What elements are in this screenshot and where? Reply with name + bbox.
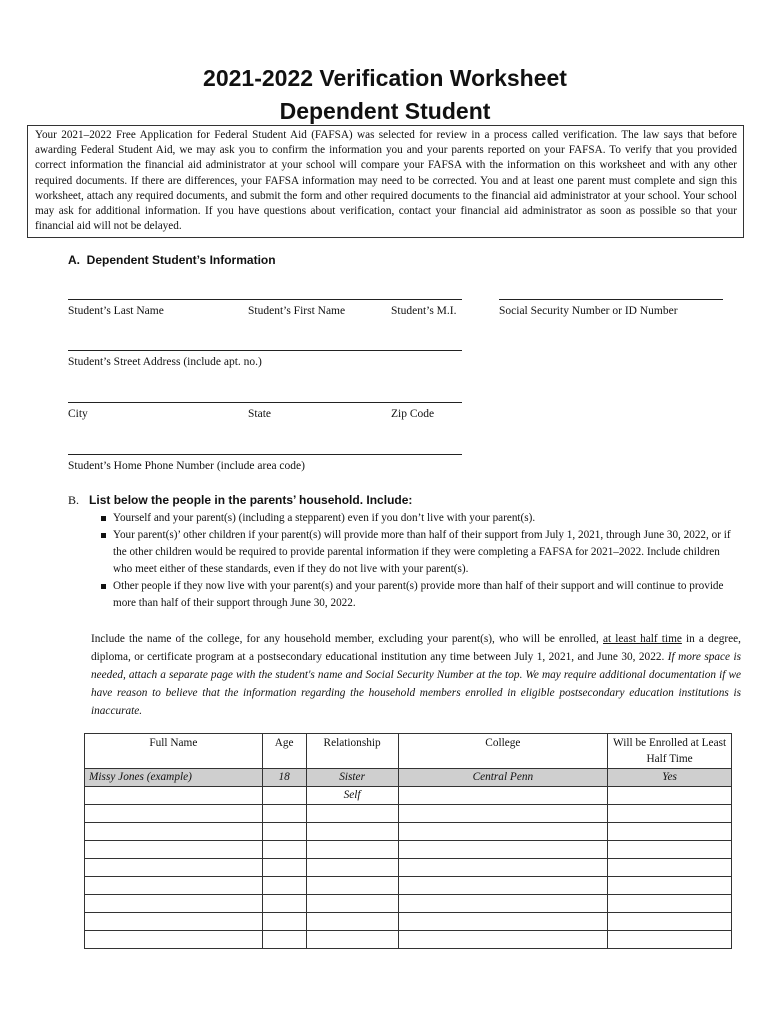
address-line[interactable]	[68, 350, 462, 351]
cell-age[interactable]	[262, 823, 306, 841]
cell-enrolled[interactable]	[608, 877, 732, 895]
cell-enrolled[interactable]	[608, 931, 732, 949]
ssn-label: Social Security Number or ID Number	[499, 305, 678, 317]
cell-enrolled[interactable]	[608, 841, 732, 859]
square-bullet-icon	[101, 584, 106, 589]
cell-college[interactable]	[398, 877, 608, 895]
cell-age[interactable]	[262, 841, 306, 859]
table-row	[85, 841, 732, 859]
ssn-line[interactable]	[499, 299, 723, 300]
college-instructions: Include the name of the college, for any household member, excluding your parent(s), who will be enrolled, at least half time in a degree, diploma, or certificate program at a postsecondary educational institution any time between July 1, 2021, and June 30, 2022. If more space is needed, attach a separate page with the student's name and Social Security Number at the top. We may require additional documentation if we have reason to believe that the information regarding the household members enrolled in eligible postsecondary education institutions is inaccurate.	[91, 633, 741, 717]
first-name-label: Student’s First Name	[248, 305, 346, 317]
cell-college[interactable]	[398, 787, 608, 805]
address-label: Student’s Street Address (include apt. no.)	[68, 356, 262, 368]
household-table	[84, 733, 732, 949]
section-a-title: Dependent Student’s Information	[86, 253, 276, 267]
cell-relationship[interactable]	[306, 877, 398, 895]
table-row	[85, 823, 732, 841]
cell-name[interactable]	[85, 895, 263, 913]
last-name-label: Student’s Last Name	[68, 305, 164, 317]
cell-college[interactable]	[398, 913, 608, 931]
name-line[interactable]	[68, 299, 462, 300]
cell-age[interactable]	[262, 805, 306, 823]
cell-name[interactable]	[85, 913, 263, 931]
table-row	[85, 931, 732, 949]
cell-enrolled[interactable]	[608, 823, 732, 841]
example-college: Central Penn	[398, 769, 608, 787]
intro-box	[27, 125, 744, 238]
cell-relationship[interactable]	[306, 841, 398, 859]
worksheet-title: 2021-2022 Verification Worksheet	[203, 65, 567, 91]
additional-docs-note: If more space is needed, attach a separate page with the student's name and Social Security Number at the top. We may require additional documentation if we have reason to believe that the information regarding the household members enrolled in eligible postsecondary education institutions is inaccurate.	[91, 651, 741, 717]
cell-age[interactable]	[262, 913, 306, 931]
col-full-name: Full Name	[85, 734, 263, 769]
cell-name[interactable]	[85, 805, 263, 823]
table-row	[85, 913, 732, 931]
cell-relationship[interactable]	[306, 805, 398, 823]
table-row	[85, 787, 732, 805]
cell-college[interactable]	[398, 823, 608, 841]
col-enrolled: Will be Enrolled at Least Half Time	[608, 734, 732, 769]
cell-college[interactable]	[398, 805, 608, 823]
cell-college[interactable]	[398, 931, 608, 949]
example-age: 18	[262, 769, 306, 787]
cell-enrolled[interactable]	[608, 859, 732, 877]
cell-name[interactable]	[85, 787, 263, 805]
example-name: Missy Jones (example)	[85, 769, 263, 787]
table-row	[85, 895, 732, 913]
cell-enrolled[interactable]	[608, 895, 732, 913]
cell-enrolled[interactable]	[608, 787, 732, 805]
cell-age[interactable]	[262, 877, 306, 895]
phone-line[interactable]	[68, 454, 462, 455]
cell-name[interactable]	[85, 931, 263, 949]
example-enrolled: Yes	[608, 769, 732, 787]
cell-relationship[interactable]	[306, 913, 398, 931]
phone-label: Student’s Home Phone Number (include area code)	[68, 460, 305, 472]
cell-name[interactable]	[85, 859, 263, 877]
table-row	[85, 805, 732, 823]
example-relationship: Sister	[306, 769, 398, 787]
cell-college[interactable]	[398, 859, 608, 877]
cell-relationship[interactable]	[306, 859, 398, 877]
cell-relationship[interactable]	[306, 823, 398, 841]
bullet-item: Other people if they now live with your parent(s) and your parent(s) provide more than half of their support and will continue to provide more than half of their support through June 30, 2022.	[101, 578, 741, 612]
section-a-heading	[68, 253, 276, 267]
city-state-zip-line[interactable]	[68, 402, 462, 403]
cell-enrolled[interactable]	[608, 913, 732, 931]
cell-name[interactable]	[85, 823, 263, 841]
col-college: College	[398, 734, 608, 769]
section-a-letter: A.	[68, 253, 80, 267]
intro-text: Your 2021–2022 Free Application for Federal Student Aid (FAFSA) was selected for review in a process called verification. The law says that before awarding Federal Student Aid, we may ask you to confirm the information you and your parents reported on your FAFSA. To verify that you provided correct information the financial aid administrator at your school will compare your FAFSA with the information on this worksheet and with any other required documents. If there are differences, your FAFSA information may need to be corrected. You and at least one parent must complete and sign this worksheet, attach any required documents, and submit the form and other required documents to the financial aid administrator at your school. Your school may ask for additional information. If you have questions about verification, contact your financial aid administrator as soon as possible so that your financial aid will not be delayed.	[35, 129, 737, 233]
state-label: State	[248, 408, 271, 420]
col-age: Age	[262, 734, 306, 769]
city-label: City	[68, 408, 88, 420]
cell-college[interactable]	[398, 895, 608, 913]
section-b-title: List below the people in the parents’ household. Include:	[89, 493, 413, 507]
cell-name[interactable]	[85, 841, 263, 859]
table-row-example	[85, 769, 732, 787]
half-time-underline: at least half time	[603, 633, 682, 645]
cell-age[interactable]	[262, 931, 306, 949]
household-bullets	[101, 510, 741, 612]
cell-relationship[interactable]	[306, 931, 398, 949]
cell-age[interactable]	[262, 859, 306, 877]
section-b-heading	[68, 493, 412, 508]
cell-relationship[interactable]	[306, 895, 398, 913]
zip-label: Zip Code	[391, 408, 435, 420]
square-bullet-icon	[101, 533, 106, 538]
bullet-item: Your parent(s)’ other children if your parent(s) will provide more than half of their support from July 1, 2021, through June 30, 2022, or if the other children would be required to provide parental information if they were completing a FAFSA for 2021–2022. Include children who meet either of these standards, even if they do not live with your parent(s).	[101, 527, 741, 578]
square-bullet-icon	[101, 516, 106, 521]
table-row	[85, 877, 732, 895]
section-b-letter: B.	[68, 493, 80, 507]
cell-relationship: Self	[306, 787, 398, 805]
cell-college[interactable]	[398, 841, 608, 859]
cell-age[interactable]	[262, 787, 306, 805]
table-row	[85, 859, 732, 877]
col-relationship: Relationship	[306, 734, 398, 769]
table-header-row	[85, 734, 732, 769]
cell-age[interactable]	[262, 895, 306, 913]
mi-label: Student’s M.I.	[391, 305, 457, 317]
cell-enrolled[interactable]	[608, 805, 732, 823]
worksheet-subtitle: Dependent Student	[279, 98, 491, 124]
bullet-item: Yourself and your parent(s) (including a stepparent) even if you don’t live with your parent(s).	[101, 510, 741, 527]
cell-name[interactable]	[85, 877, 263, 895]
